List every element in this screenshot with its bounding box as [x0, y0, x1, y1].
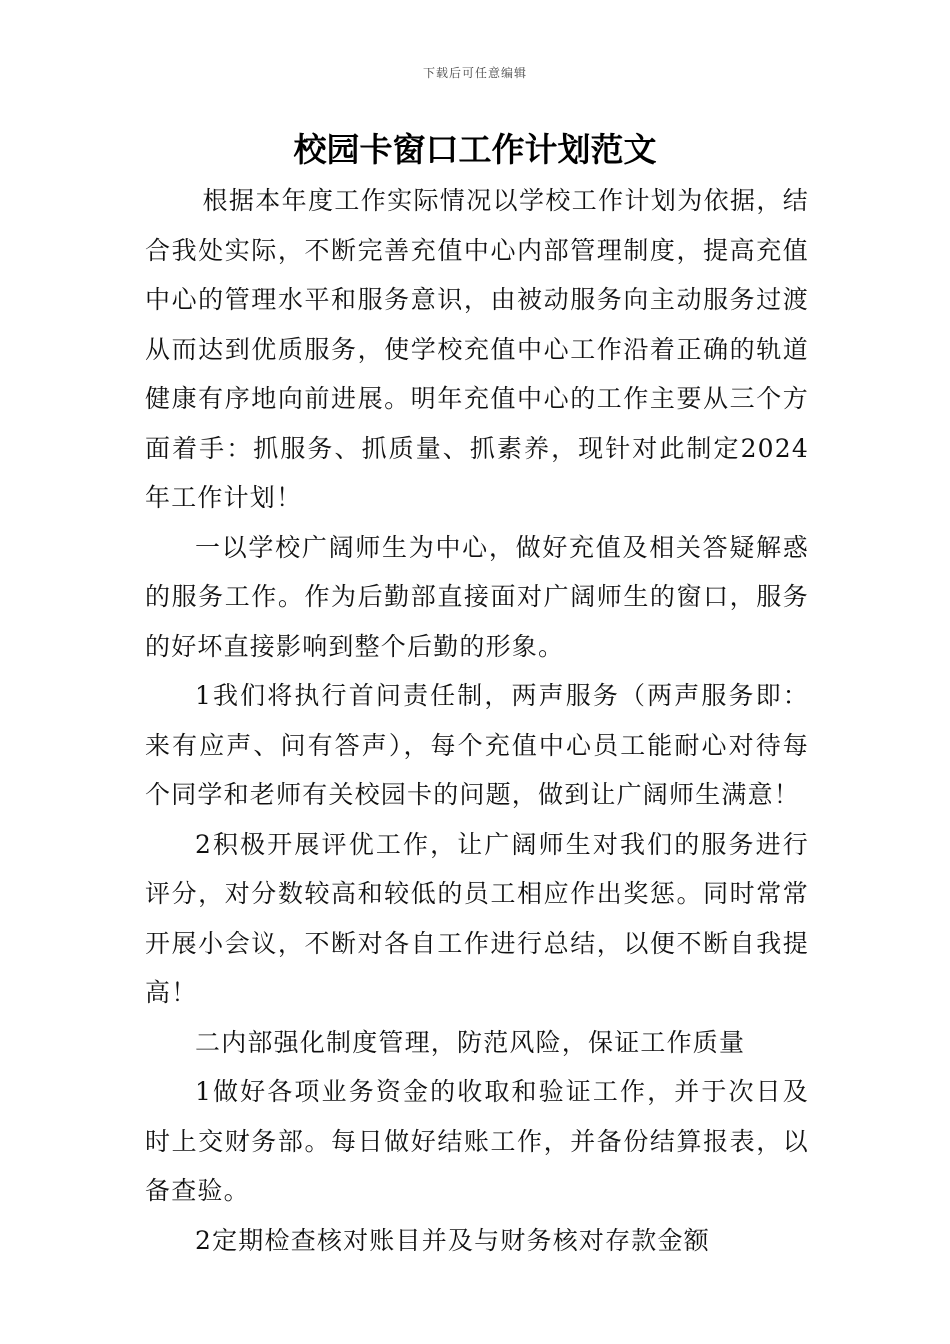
page-title: 校园卡窗口工作计划范文 [293, 130, 657, 169]
paragraph-item-1-2: 2积极开展评优工作，让广阔师生对我们的服务进行评分，对分数较高和较低的员工相应作出奖惩。同时常常开展小会议，不断对各自工作进行总结，以便不断自我提高！ [145, 829, 809, 1007]
paragraph-item-1-1: 1我们将执行首问责任制，两声服务（两声服务即：来有应声、问有答声），每个充值中心员工能耐心对待每个同学和老师有关校园卡的问题，做到让广阔师生满意！ [145, 681, 809, 809]
paragraph-intro: 根据本年度工作实际情况以学校工作计划为依据，结合我处实际，不断完善充值中心内部管理制度，提高充值中心的管理水平和服务意识，由被动服务向主动服务过渡从而达到优质服务，使学校充值中心工作沿着正确的轨道健康有序地向前进展。明年充值中心的工作主要从三个方面着手：抓服务、抓质量、抓素养，现针对此制定2024年工作计划！ [145, 186, 809, 512]
paragraph-section-2: 二内部强化制度管理，防范风险，保证工作质量 [195, 1027, 746, 1057]
paragraph-item-2-2: 2定期检查核对账目并及与财务核对存款金额 [195, 1225, 710, 1255]
document-body [145, 176, 809, 1265]
paragraph-section-1: 一以学校广阔师生为中心，做好充值及相关答疑解惑的服务工作。作为后勤部直接面对广阔师生的窗口，服务的好坏直接影响到整个后勤的形象。 [145, 532, 809, 661]
header-note: 下载后可任意编辑 [422, 66, 527, 80]
paragraph-item-2-1: 1做好各项业务资金的收取和验证工作，并于次日及时上交财务部。每日做好结账工作，并备份结算报表，以备查验。 [145, 1077, 809, 1205]
